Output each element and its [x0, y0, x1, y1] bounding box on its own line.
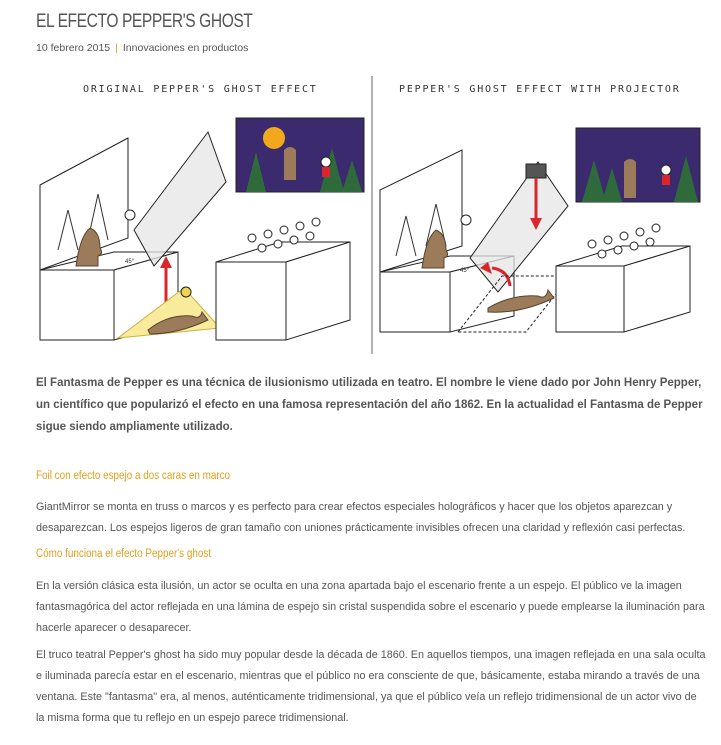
- section-heading-foil: Foil con efecto espejo a dos caras en marco: [36, 470, 231, 482]
- stage-front-2: [380, 272, 450, 332]
- stage-backdrop-2: [380, 150, 462, 272]
- paragraph-history: El truco teatral Pepper's ghost ha sido muy popular desde la década de 1860. En aquellos tiempos, una imagen reflejada en una sala oculta e iluminada parecía estar en el escenario, mientras que el público no era consciente de que, básicamente, estaba mirando a través de una ventana. Este "fantasma" era, al menos, auténticamente tridimensional, ya que el público veía un reflejo tridimensional de un actor vivo de la misma forma que tu reflejo en un espejo parece tridimensional.: [36, 649, 706, 724]
- audience-box-front-2: [556, 266, 624, 332]
- paragraph-foil: GiantMirror se monta en truss o marcos y es perfecto para crear efectos especiales holográficos y hacer que los objetos aparezcan y desaparezcan. Los espejos ligeros de gran tamaño con uniones prácticamente invisibles ofrecen una claridad y reflexión casi perfectas.: [36, 501, 686, 534]
- section-heading-how-it-works: Cómo funciona el efecto Pepper's ghost: [36, 548, 212, 560]
- right-diagram-heading: PEPPER'S GHOST EFFECT WITH PROJECTOR: [399, 84, 681, 95]
- audience-box-front: [216, 262, 286, 340]
- right-scene: [380, 128, 700, 332]
- ghost-reflection-icon: [624, 159, 636, 198]
- intro-paragraph: El Fantasma de Pepper es una técnica de ilusionismo utilizada en teatro. El nombre le viene dado por John Henry Pepper, un científico que popularizó el efecto en una famosa representación del año 1862. En la actualidad el Fantasma de Pepper sigue siendo ampliamente utilizado.: [36, 377, 703, 433]
- post-date: 10 febrero 2015: [36, 42, 111, 54]
- angle-label: 45°: [125, 259, 135, 265]
- stage-actor-icon: [125, 210, 135, 220]
- article-meta: [36, 42, 248, 54]
- moon-icon: [263, 127, 285, 149]
- actor-body: [662, 175, 670, 185]
- stage-actor-icon: [461, 215, 471, 225]
- peppers-ghost-diagram: [30, 70, 710, 360]
- category-link[interactable]: Innovaciones en productos: [122, 42, 249, 54]
- projector-icon[interactable]: [526, 164, 546, 178]
- actor-body: [322, 167, 330, 177]
- lamp-icon: [181, 287, 191, 297]
- left-diagram-heading: ORIGINAL PEPPER'S GHOST EFFECT: [83, 84, 318, 95]
- article-title: EL EFECTO PEPPER'S GHOST: [36, 11, 253, 32]
- actor-icon: [321, 157, 331, 167]
- glass-pane: [134, 132, 226, 266]
- angle-label: 45°: [460, 268, 470, 274]
- left-scene: [40, 118, 364, 340]
- paragraph-classic: En la versión clásica esta ilusión, un actor se oculta en una zona apartada bajo el escenario frente a un espejo. El público ve la imagen fantasmagórica del actor reflejada en una lámina de espejo sin cristal suspendida sobre el escenario y puede emplearse la iluminación para hacerle aparecer o desaparecer.: [36, 580, 705, 634]
- stage-front: [40, 270, 114, 340]
- ghost-reflection-icon: [284, 147, 296, 180]
- actor-icon: [661, 165, 671, 175]
- meta-separator: |: [115, 42, 118, 54]
- glass-pane-2: [470, 162, 568, 292]
